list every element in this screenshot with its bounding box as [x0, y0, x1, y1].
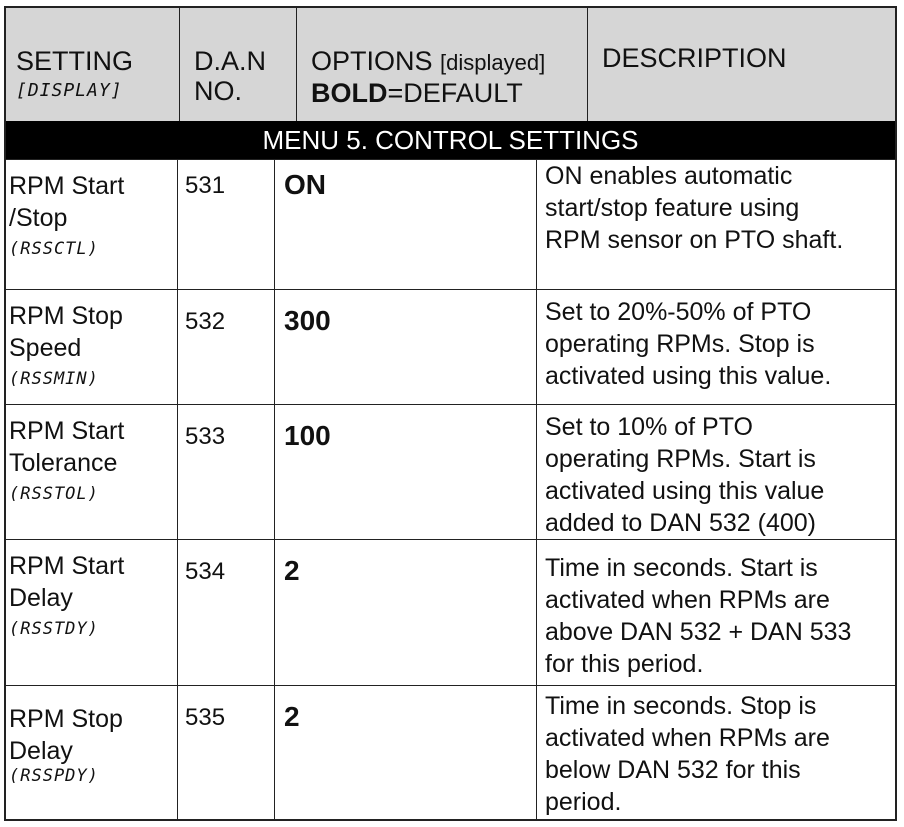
description-cell	[537, 686, 895, 819]
dan-cell: 535	[178, 686, 275, 819]
description-line: Set to 10% of PTO	[545, 413, 753, 441]
option-cell: 100	[275, 405, 537, 539]
header-options-displayed: [displayed]	[440, 50, 546, 75]
description-line: above DAN 532 + DAN 533	[545, 618, 852, 646]
header-options	[297, 8, 588, 121]
setting-name: RPM Start	[9, 172, 125, 200]
description-line: RPM sensor on PTO shaft.	[545, 226, 844, 254]
setting-name: RPM Start	[9, 417, 125, 445]
setting-name: Delay	[9, 584, 73, 612]
description-line: for this period.	[545, 650, 704, 678]
table-row	[6, 289, 895, 404]
setting-name: Speed	[9, 334, 82, 362]
description-line: below DAN 532 for this	[545, 756, 801, 784]
header-options-line2	[311, 78, 587, 108]
header-setting	[6, 8, 180, 121]
header-no-label: NO.	[194, 76, 243, 106]
option-cell: 2	[275, 686, 537, 819]
description-line: activated using this value.	[545, 362, 832, 390]
table-row	[6, 539, 895, 685]
header-description	[588, 8, 895, 121]
table-row	[6, 404, 895, 539]
dan-cell: 531	[178, 160, 275, 289]
header-options-line1	[311, 46, 587, 78]
setting-name: RPM Stop	[9, 705, 123, 733]
table-header	[6, 8, 895, 122]
header-description-label: DESCRIPTION	[602, 43, 787, 73]
header-setting-label: SETTING	[16, 46, 134, 76]
description-line: activated using this value	[545, 477, 825, 505]
option-cell: 300	[275, 290, 537, 404]
display-code: (RSSPDY)	[9, 766, 99, 786]
setting-name: RPM Start	[9, 552, 125, 580]
header-options-default: =DEFAULT	[387, 78, 523, 108]
dan-cell: 533	[178, 405, 275, 539]
setting-cell	[6, 290, 178, 404]
header-dan	[180, 8, 297, 121]
setting-cell	[6, 540, 178, 685]
display-code: (RSSTOL)	[9, 484, 99, 504]
setting-cell	[6, 160, 178, 289]
header-options-label: OPTIONS	[311, 46, 433, 76]
setting-name: /Stop	[9, 204, 68, 232]
description-line: operating RPMs. Start is	[545, 445, 816, 473]
header-dan-label: D.A.N	[194, 46, 267, 76]
description-line: operating RPMs. Stop is	[545, 330, 815, 358]
description-cell	[537, 290, 895, 404]
description-line: Time in seconds. Stop is	[545, 692, 817, 720]
description-line: ON enables automatic	[545, 162, 793, 190]
description-line: Time in seconds. Start is	[545, 554, 818, 582]
description-cell	[537, 405, 895, 539]
header-display-label: [DISPLAY]	[16, 80, 123, 101]
description-line: activated when RPMs are	[545, 586, 830, 614]
display-code: (RSSCTL)	[9, 239, 99, 259]
setting-cell	[6, 405, 178, 539]
header-options-bold: BOLD	[311, 78, 388, 108]
dan-cell: 534	[178, 540, 275, 685]
description-line: start/stop feature using	[545, 194, 800, 222]
setting-name: Delay	[9, 737, 73, 765]
description-line: activated when RPMs are	[545, 724, 830, 752]
menu-title-bar: MENU 5. CONTROL SETTINGS	[6, 121, 895, 159]
table-row	[6, 685, 895, 819]
table-row	[6, 159, 895, 289]
description-line: Set to 20%-50% of PTO	[545, 298, 812, 326]
description-cell	[537, 540, 895, 685]
description-line: period.	[545, 788, 622, 816]
display-code: (RSSTDY)	[9, 619, 99, 639]
option-cell: ON	[275, 160, 537, 289]
dan-cell: 532	[178, 290, 275, 404]
setting-name: RPM Stop	[9, 302, 123, 330]
display-code: (RSSMIN)	[9, 369, 99, 389]
setting-cell	[6, 686, 178, 819]
description-line: added to DAN 532 (400)	[545, 509, 817, 537]
setting-name: Tolerance	[9, 449, 118, 477]
description-cell	[537, 160, 895, 289]
control-settings-table	[4, 6, 897, 821]
option-cell: 2	[275, 540, 537, 685]
